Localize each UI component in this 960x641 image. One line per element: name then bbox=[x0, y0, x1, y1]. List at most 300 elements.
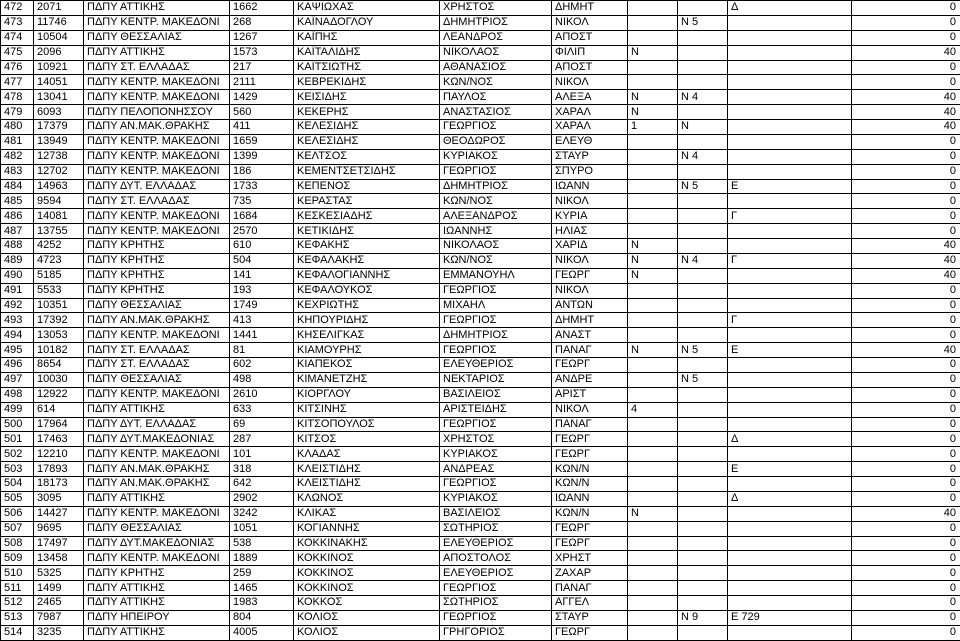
cell-points: 40 bbox=[852, 506, 960, 521]
cell-flag-a: Ν bbox=[628, 253, 678, 268]
cell-number: 186 bbox=[230, 164, 294, 179]
cell-aa: 507 bbox=[1, 521, 34, 536]
cell-code: 10504 bbox=[34, 30, 84, 45]
cell-number: 1659 bbox=[230, 134, 294, 149]
cell-number: 1267 bbox=[230, 30, 294, 45]
cell-region: ΠΔΠΥ ΘΕΣΣΑΛΙΑΣ bbox=[84, 521, 230, 536]
cell-firstname: ΓΕΩΡΓΙΟΣ bbox=[440, 417, 552, 432]
cell-number: 3242 bbox=[230, 506, 294, 521]
cell-flag-c bbox=[728, 105, 852, 120]
cell-number: 1733 bbox=[230, 179, 294, 194]
cell-code: 17964 bbox=[34, 417, 84, 432]
cell-number: 2610 bbox=[230, 387, 294, 402]
cell-code: 17392 bbox=[34, 313, 84, 328]
cell-flag-c bbox=[728, 506, 852, 521]
cell-surname: ΚΕΛΕΣΙΔΗΣ bbox=[294, 120, 440, 135]
cell-surname: ΚΕΒΡΕΚΙΔΗΣ bbox=[294, 75, 440, 90]
cell-flag-a bbox=[628, 536, 678, 551]
cell-flag-c bbox=[728, 625, 852, 640]
cell-firstname: ΓΕΩΡΓΙΟΣ bbox=[440, 610, 552, 625]
cell-flag-a bbox=[628, 625, 678, 640]
table-row bbox=[1, 491, 960, 506]
cell-points: 40 bbox=[852, 90, 960, 105]
table-row bbox=[1, 224, 960, 239]
cell-aa: 511 bbox=[1, 581, 34, 596]
cell-flag-a bbox=[628, 194, 678, 209]
cell-aa: 473 bbox=[1, 15, 34, 30]
cell-region: ΠΔΠΥ ΚΕΝΤΡ. ΜΑΚΕΔΟΝΙ bbox=[84, 75, 230, 90]
table-row bbox=[1, 253, 960, 268]
table-row bbox=[1, 596, 960, 611]
cell-code: 7987 bbox=[34, 610, 84, 625]
cell-region: ΠΔΠΥ ΣΤ. ΕΛΛΑΔΑΣ bbox=[84, 60, 230, 75]
cell-firstname: ΙΩΑΝΝΗΣ bbox=[440, 224, 552, 239]
cell-number: 1662 bbox=[230, 1, 294, 16]
cell-fathername: ΑΡΙΣΤ bbox=[552, 387, 628, 402]
cell-firstname: ΓΡΗΓΟΡΙΟΣ bbox=[440, 625, 552, 640]
cell-code: 17893 bbox=[34, 462, 84, 477]
cell-surname: ΚΙΟΡΓΛΟΥ bbox=[294, 387, 440, 402]
cell-flag-b bbox=[678, 1, 728, 16]
cell-aa: 509 bbox=[1, 551, 34, 566]
cell-fathername: ΗΛΙΑΣ bbox=[552, 224, 628, 239]
cell-firstname: ΜΙΧΑΗΛ bbox=[440, 298, 552, 313]
cell-region: ΠΔΠΥ ΘΕΣΣΑΛΙΑΣ bbox=[84, 372, 230, 387]
cell-flag-a bbox=[628, 610, 678, 625]
table-row bbox=[1, 90, 960, 105]
cell-flag-a: 4 bbox=[628, 402, 678, 417]
cell-surname: ΚΕΣΚΕΣΙΑΔΗΣ bbox=[294, 209, 440, 224]
cell-surname: ΚΛΙΚΑΣ bbox=[294, 506, 440, 521]
cell-aa: 499 bbox=[1, 402, 34, 417]
cell-firstname: ΕΛΕΥΘΕΡΙΟΣ bbox=[440, 358, 552, 373]
cell-firstname: ΓΕΩΡΓΙΟΣ bbox=[440, 283, 552, 298]
cell-code: 14081 bbox=[34, 209, 84, 224]
cell-aa: 496 bbox=[1, 358, 34, 373]
cell-flag-a bbox=[628, 30, 678, 45]
cell-flag-c bbox=[728, 387, 852, 402]
cell-code: 13053 bbox=[34, 328, 84, 343]
cell-flag-b bbox=[678, 60, 728, 75]
cell-fathername: ΧΡΗΣΤ bbox=[552, 551, 628, 566]
cell-points: 40 bbox=[852, 268, 960, 283]
cell-firstname: ΠΑΥΛΟΣ bbox=[440, 90, 552, 105]
cell-flag-a: Ν bbox=[628, 239, 678, 254]
cell-points: 40 bbox=[852, 239, 960, 254]
cell-flag-c: Ε bbox=[728, 179, 852, 194]
cell-flag-a: Ν bbox=[628, 343, 678, 358]
cell-flag-a bbox=[628, 477, 678, 492]
table-row bbox=[1, 610, 960, 625]
cell-aa: 474 bbox=[1, 30, 34, 45]
cell-number: 504 bbox=[230, 253, 294, 268]
cell-code: 13041 bbox=[34, 90, 84, 105]
cell-region: ΠΔΠΥ ΚΡΗΤΗΣ bbox=[84, 239, 230, 254]
cell-points: 0 bbox=[852, 224, 960, 239]
cell-fathername: ΣΤΑΥΡ bbox=[552, 149, 628, 164]
cell-flag-b: Ν 4 bbox=[678, 253, 728, 268]
cell-number: 69 bbox=[230, 417, 294, 432]
cell-number: 538 bbox=[230, 536, 294, 551]
cell-surname: ΚΕΤΙΚΙΔΗΣ bbox=[294, 224, 440, 239]
cell-points: 0 bbox=[852, 283, 960, 298]
cell-number: 2902 bbox=[230, 491, 294, 506]
cell-flag-a bbox=[628, 75, 678, 90]
cell-fathername: ΝΙΚΟΛ bbox=[552, 402, 628, 417]
cell-aa: 508 bbox=[1, 536, 34, 551]
cell-region: ΠΔΠΥ ΑΤΤΙΚΗΣ bbox=[84, 491, 230, 506]
cell-region: ΠΔΠΥ ΚΡΗΤΗΣ bbox=[84, 253, 230, 268]
cell-aa: 480 bbox=[1, 120, 34, 135]
cell-number: 287 bbox=[230, 432, 294, 447]
cell-flag-b bbox=[678, 625, 728, 640]
cell-region: ΠΔΠΥ ΣΤ. ΕΛΛΑΔΑΣ bbox=[84, 194, 230, 209]
cell-surname: ΚΙΤΣΟΠΟΥΛΟΣ bbox=[294, 417, 440, 432]
cell-firstname: ΧΡΗΣΤΟΣ bbox=[440, 1, 552, 16]
cell-surname: ΚΕΚΕΡΗΣ bbox=[294, 105, 440, 120]
cell-region: ΠΔΠΥ ΑΝ.ΜΑΚ.ΘΡΑΚΗΣ bbox=[84, 462, 230, 477]
cell-flag-b: Ν 5 bbox=[678, 372, 728, 387]
cell-points: 0 bbox=[852, 625, 960, 640]
cell-flag-a bbox=[628, 15, 678, 30]
cell-surname: ΚΗΠΟΥΡΙΔΗΣ bbox=[294, 313, 440, 328]
cell-points: 0 bbox=[852, 1, 960, 16]
cell-points: 0 bbox=[852, 328, 960, 343]
cell-points: 0 bbox=[852, 60, 960, 75]
cell-flag-a: Ν bbox=[628, 268, 678, 283]
cell-fathername: ΧΑΡΑΛ bbox=[552, 105, 628, 120]
cell-aa: 478 bbox=[1, 90, 34, 105]
cell-flag-b bbox=[678, 387, 728, 402]
table-row bbox=[1, 551, 960, 566]
cell-firstname: ΘΕΟΔΩΡΟΣ bbox=[440, 134, 552, 149]
cell-flag-a: Ν bbox=[628, 105, 678, 120]
table-row bbox=[1, 387, 960, 402]
cell-aa: 506 bbox=[1, 506, 34, 521]
cell-flag-c bbox=[728, 90, 852, 105]
cell-region: ΠΔΠΥ ΠΕΛΟΠΟΝΗΣΣΟΥ bbox=[84, 105, 230, 120]
cell-region: ΠΔΠΥ ΚΕΝΤΡ. ΜΑΚΕΔΟΝΙ bbox=[84, 149, 230, 164]
cell-fathername: ΦΙΛΙΠ bbox=[552, 45, 628, 60]
cell-flag-a bbox=[628, 1, 678, 16]
cell-region: ΠΔΠΥ ΚΕΝΤΡ. ΜΑΚΕΔΟΝΙ bbox=[84, 209, 230, 224]
table-row bbox=[1, 120, 960, 135]
cell-points: 0 bbox=[852, 75, 960, 90]
cell-fathername: ΝΙΚΟΛ bbox=[552, 283, 628, 298]
cell-flag-c bbox=[728, 551, 852, 566]
cell-surname: ΚΕΡΑΣΤΑΣ bbox=[294, 194, 440, 209]
cell-region: ΠΔΠΥ ΑΤΤΙΚΗΣ bbox=[84, 581, 230, 596]
cell-code: 13458 bbox=[34, 551, 84, 566]
cell-aa: 479 bbox=[1, 105, 34, 120]
cell-aa: 505 bbox=[1, 491, 34, 506]
cell-flag-c bbox=[728, 224, 852, 239]
cell-aa: 475 bbox=[1, 45, 34, 60]
table-row bbox=[1, 313, 960, 328]
cell-fathername: ΝΙΚΟΛ bbox=[552, 15, 628, 30]
cell-points: 0 bbox=[852, 313, 960, 328]
table-row bbox=[1, 164, 960, 179]
cell-points: 0 bbox=[852, 536, 960, 551]
cell-region: ΠΔΠΥ ΚΕΝΤΡ. ΜΑΚΕΔΟΝΙ bbox=[84, 164, 230, 179]
cell-code: 17379 bbox=[34, 120, 84, 135]
cell-surname: ΚΙΤΣΟΣ bbox=[294, 432, 440, 447]
cell-points: 0 bbox=[852, 209, 960, 224]
cell-code: 12702 bbox=[34, 164, 84, 179]
cell-firstname: ΓΕΩΡΓΙΟΣ bbox=[440, 343, 552, 358]
table-row bbox=[1, 417, 960, 432]
cell-number: 411 bbox=[230, 120, 294, 135]
cell-flag-c bbox=[728, 596, 852, 611]
cell-firstname: ΑΡΙΣΤΕΙΔΗΣ bbox=[440, 402, 552, 417]
cell-number: 268 bbox=[230, 15, 294, 30]
cell-code: 17463 bbox=[34, 432, 84, 447]
cell-fathername: ΓΕΩΡΓ bbox=[552, 625, 628, 640]
cell-firstname: ΓΕΩΡΓΙΟΣ bbox=[440, 581, 552, 596]
cell-flag-b: Ν bbox=[678, 120, 728, 135]
cell-flag-a bbox=[628, 283, 678, 298]
cell-points: 0 bbox=[852, 581, 960, 596]
cell-firstname: ΓΕΩΡΓΙΟΣ bbox=[440, 120, 552, 135]
cell-flag-a bbox=[628, 209, 678, 224]
cell-flag-b bbox=[678, 402, 728, 417]
cell-number: 642 bbox=[230, 477, 294, 492]
cell-code: 12922 bbox=[34, 387, 84, 402]
cell-region: ΠΔΠΥ ΚΕΝΤΡ. ΜΑΚΕΔΟΝΙ bbox=[84, 224, 230, 239]
cell-code: 10921 bbox=[34, 60, 84, 75]
cell-flag-a bbox=[628, 224, 678, 239]
cell-flag-c bbox=[728, 298, 852, 313]
cell-surname: ΚΕΙΣΙΔΗΣ bbox=[294, 90, 440, 105]
cell-fathername: ΝΙΚΟΛ bbox=[552, 253, 628, 268]
cell-points: 0 bbox=[852, 164, 960, 179]
cell-region: ΠΔΠΥ ΔΥΤ.ΜΑΚΕΔΟΝΙΑΣ bbox=[84, 536, 230, 551]
table-row bbox=[1, 30, 960, 45]
cell-flag-b: Ν 5 bbox=[678, 15, 728, 30]
cell-points: 0 bbox=[852, 477, 960, 492]
cell-number: 1051 bbox=[230, 521, 294, 536]
cell-flag-a bbox=[628, 387, 678, 402]
cell-fathername: ΑΠΟΣΤ bbox=[552, 30, 628, 45]
cell-code: 5185 bbox=[34, 268, 84, 283]
cell-fathername: ΕΛΕΥΘ bbox=[552, 134, 628, 149]
cell-code: 14963 bbox=[34, 179, 84, 194]
cell-firstname: ΑΛΕΞΑΝΔΡΟΣ bbox=[440, 209, 552, 224]
cell-surname: ΚΕΦΑΛΟΥΚΟΣ bbox=[294, 283, 440, 298]
cell-flag-b bbox=[678, 313, 728, 328]
cell-code: 12738 bbox=[34, 149, 84, 164]
cell-region: ΠΔΠΥ ΔΥΤ. ΕΛΛΑΔΑΣ bbox=[84, 179, 230, 194]
cell-flag-b bbox=[678, 134, 728, 149]
cell-fathername: ΓΕΩΡΓ bbox=[552, 432, 628, 447]
cell-number: 633 bbox=[230, 402, 294, 417]
cell-flag-a bbox=[628, 298, 678, 313]
cell-flag-b bbox=[678, 45, 728, 60]
cell-fathername: ΚΩΝ/Ν bbox=[552, 462, 628, 477]
cell-flag-b bbox=[678, 298, 728, 313]
cell-flag-b bbox=[678, 75, 728, 90]
table-row bbox=[1, 60, 960, 75]
cell-fathername: ΖΑΧΑΡ bbox=[552, 566, 628, 581]
cell-firstname: ΕΛΕΥΘΕΡΙΟΣ bbox=[440, 566, 552, 581]
table-row bbox=[1, 328, 960, 343]
cell-fathername: ΓΕΩΡΓ bbox=[552, 447, 628, 462]
cell-aa: 514 bbox=[1, 625, 34, 640]
cell-firstname: ΔΗΜΗΤΡΙΟΣ bbox=[440, 328, 552, 343]
cell-firstname: ΝΙΚΟΛΑΟΣ bbox=[440, 239, 552, 254]
cell-flag-c bbox=[728, 581, 852, 596]
cell-surname: ΚΙΑΠΕΚΟΣ bbox=[294, 358, 440, 373]
cell-flag-b bbox=[678, 551, 728, 566]
table-row bbox=[1, 521, 960, 536]
cell-flag-c: Ε bbox=[728, 462, 852, 477]
cell-number: 1684 bbox=[230, 209, 294, 224]
cell-fathername: ΠΑΝΑΓ bbox=[552, 343, 628, 358]
cell-fathername: ΓΕΩΡΓ bbox=[552, 536, 628, 551]
cell-flag-c bbox=[728, 134, 852, 149]
cell-flag-b bbox=[678, 506, 728, 521]
cell-fathername: ΑΝΑΣΤ bbox=[552, 328, 628, 343]
cell-points: 0 bbox=[852, 432, 960, 447]
cell-region: ΠΔΠΥ ΣΤ. ΕΛΛΑΔΑΣ bbox=[84, 343, 230, 358]
table-row bbox=[1, 566, 960, 581]
cell-points: 0 bbox=[852, 179, 960, 194]
cell-flag-a bbox=[628, 164, 678, 179]
cell-number: 2111 bbox=[230, 75, 294, 90]
cell-firstname: ΝΙΚΟΛΑΟΣ bbox=[440, 45, 552, 60]
cell-number: 217 bbox=[230, 60, 294, 75]
cell-surname: ΚΟΚΚΙΝΑΚΗΣ bbox=[294, 536, 440, 551]
cell-points: 40 bbox=[852, 253, 960, 268]
cell-aa: 498 bbox=[1, 387, 34, 402]
table-row bbox=[1, 477, 960, 492]
cell-aa: 494 bbox=[1, 328, 34, 343]
cell-region: ΠΔΠΥ ΑΝ.ΜΑΚ.ΘΡΑΚΗΣ bbox=[84, 313, 230, 328]
cell-firstname: ΔΗΜΗΤΡΙΟΣ bbox=[440, 15, 552, 30]
cell-flag-c bbox=[728, 477, 852, 492]
cell-firstname: ΚΩΝ/ΝΟΣ bbox=[440, 75, 552, 90]
cell-aa: 488 bbox=[1, 239, 34, 254]
cell-flag-b: Ν 9 bbox=[678, 610, 728, 625]
table-row bbox=[1, 194, 960, 209]
cell-region: ΠΔΠΥ ΚΕΝΤΡ. ΜΑΚΕΔΟΝΙ bbox=[84, 134, 230, 149]
cell-points: 40 bbox=[852, 45, 960, 60]
cell-flag-a bbox=[628, 328, 678, 343]
cell-region: ΠΔΠΥ ΔΥΤ. ΕΛΛΑΔΑΣ bbox=[84, 417, 230, 432]
cell-firstname: ΣΩΤΗΡΙΟΣ bbox=[440, 521, 552, 536]
cell-aa: 501 bbox=[1, 432, 34, 447]
cell-fathername: ΑΛΕΞΑ bbox=[552, 90, 628, 105]
cell-firstname: ΓΕΩΡΓΙΟΣ bbox=[440, 477, 552, 492]
cell-aa: 485 bbox=[1, 194, 34, 209]
cell-number: 4005 bbox=[230, 625, 294, 640]
cell-region: ΠΔΠΥ ΚΕΝΤΡ. ΜΑΚΕΔΟΝΙ bbox=[84, 506, 230, 521]
cell-fathername: ΙΩΑΝΝ bbox=[552, 491, 628, 506]
cell-code: 9695 bbox=[34, 521, 84, 536]
cell-firstname: ΓΕΩΡΓΙΟΣ bbox=[440, 313, 552, 328]
cell-firstname: ΒΑΣΙΛΕΙΟΣ bbox=[440, 506, 552, 521]
cell-flag-a bbox=[628, 462, 678, 477]
cell-code: 14427 bbox=[34, 506, 84, 521]
cell-flag-b bbox=[678, 536, 728, 551]
cell-firstname: ΚΥΡΙΑΚΟΣ bbox=[440, 149, 552, 164]
cell-region: ΠΔΠΥ ΗΠΕΙΡΟΥ bbox=[84, 610, 230, 625]
cell-aa: 513 bbox=[1, 610, 34, 625]
cell-fathername: ΣΤΑΥΡ bbox=[552, 610, 628, 625]
cell-code: 5533 bbox=[34, 283, 84, 298]
cell-fathername: ΑΓΓΕΛ bbox=[552, 596, 628, 611]
table-row bbox=[1, 105, 960, 120]
cell-region: ΠΔΠΥ ΚΕΝΤΡ. ΜΑΚΕΔΟΝΙ bbox=[84, 328, 230, 343]
cell-points: 40 bbox=[852, 120, 960, 135]
cell-number: 498 bbox=[230, 372, 294, 387]
cell-fathername: ΚΩΝ/Ν bbox=[552, 506, 628, 521]
cell-firstname: ΕΜΜΑΝΟΥΗΛ bbox=[440, 268, 552, 283]
cell-flag-a bbox=[628, 596, 678, 611]
cell-fathername: ΣΠΥΡΟ bbox=[552, 164, 628, 179]
cell-region: ΠΔΠΥ ΚΕΝΤΡ. ΜΑΚΕΔΟΝΙ bbox=[84, 551, 230, 566]
cell-surname: ΚΛΑΔΑΣ bbox=[294, 447, 440, 462]
cell-region: ΠΔΠΥ ΔΥΤ.ΜΑΚΕΔΟΝΙΑΣ bbox=[84, 432, 230, 447]
cell-aa: 484 bbox=[1, 179, 34, 194]
cell-surname: ΚΑΪΠΗΣ bbox=[294, 30, 440, 45]
cell-points: 0 bbox=[852, 15, 960, 30]
cell-surname: ΚΟΚΚΙΝΟΣ bbox=[294, 566, 440, 581]
cell-surname: ΚΕΜΕΝΤΣΕΤΣΙΔΗΣ bbox=[294, 164, 440, 179]
cell-code: 1499 bbox=[34, 581, 84, 596]
table-row bbox=[1, 506, 960, 521]
cell-fathername: ΠΑΝΑΓ bbox=[552, 417, 628, 432]
cell-surname: ΚΑΪΝΑΔΟΓΛΟΥ bbox=[294, 15, 440, 30]
cell-surname: ΚΕΛΕΣΙΔΗΣ bbox=[294, 134, 440, 149]
cell-flag-c bbox=[728, 149, 852, 164]
table-row bbox=[1, 343, 960, 358]
cell-flag-a bbox=[628, 179, 678, 194]
cell-points: 0 bbox=[852, 387, 960, 402]
cell-aa: 512 bbox=[1, 596, 34, 611]
cell-points: 0 bbox=[852, 372, 960, 387]
cell-flag-c bbox=[728, 417, 852, 432]
cell-points: 0 bbox=[852, 298, 960, 313]
cell-flag-b bbox=[678, 462, 728, 477]
cell-firstname: ΚΥΡΙΑΚΟΣ bbox=[440, 447, 552, 462]
cell-region: ΠΔΠΥ ΚΕΝΤΡ. ΜΑΚΕΔΟΝΙ bbox=[84, 90, 230, 105]
cell-flag-c bbox=[728, 328, 852, 343]
table-row bbox=[1, 462, 960, 477]
cell-fathername: ΚΥΡΙΑ bbox=[552, 209, 628, 224]
cell-points: 0 bbox=[852, 610, 960, 625]
cell-flag-c bbox=[728, 194, 852, 209]
cell-surname: ΚΛΕΙΣΤΙΔΗΣ bbox=[294, 462, 440, 477]
cell-region: ΠΔΠΥ ΑΤΤΙΚΗΣ bbox=[84, 1, 230, 16]
cell-fathername: ΔΗΜΗΤ bbox=[552, 313, 628, 328]
cell-fathername: ΑΠΟΣΤ bbox=[552, 60, 628, 75]
cell-fathername: ΑΝΔΡΕ bbox=[552, 372, 628, 387]
cell-flag-c: Ε 729 bbox=[728, 610, 852, 625]
cell-region: ΠΔΠΥ ΚΡΗΤΗΣ bbox=[84, 566, 230, 581]
cell-number: 804 bbox=[230, 610, 294, 625]
cell-flag-a bbox=[628, 149, 678, 164]
cell-points: 0 bbox=[852, 462, 960, 477]
cell-flag-b: Ν 5 bbox=[678, 343, 728, 358]
cell-surname: ΚΙΤΣΙΝΗΣ bbox=[294, 402, 440, 417]
cell-surname: ΚΟΚΚΙΝΟΣ bbox=[294, 551, 440, 566]
cell-number: 1983 bbox=[230, 596, 294, 611]
cell-fathername: ΚΩΝ/Ν bbox=[552, 477, 628, 492]
cell-code: 2071 bbox=[34, 1, 84, 16]
cell-flag-a bbox=[628, 358, 678, 373]
cell-fathername: ΝΙΚΟΛ bbox=[552, 194, 628, 209]
